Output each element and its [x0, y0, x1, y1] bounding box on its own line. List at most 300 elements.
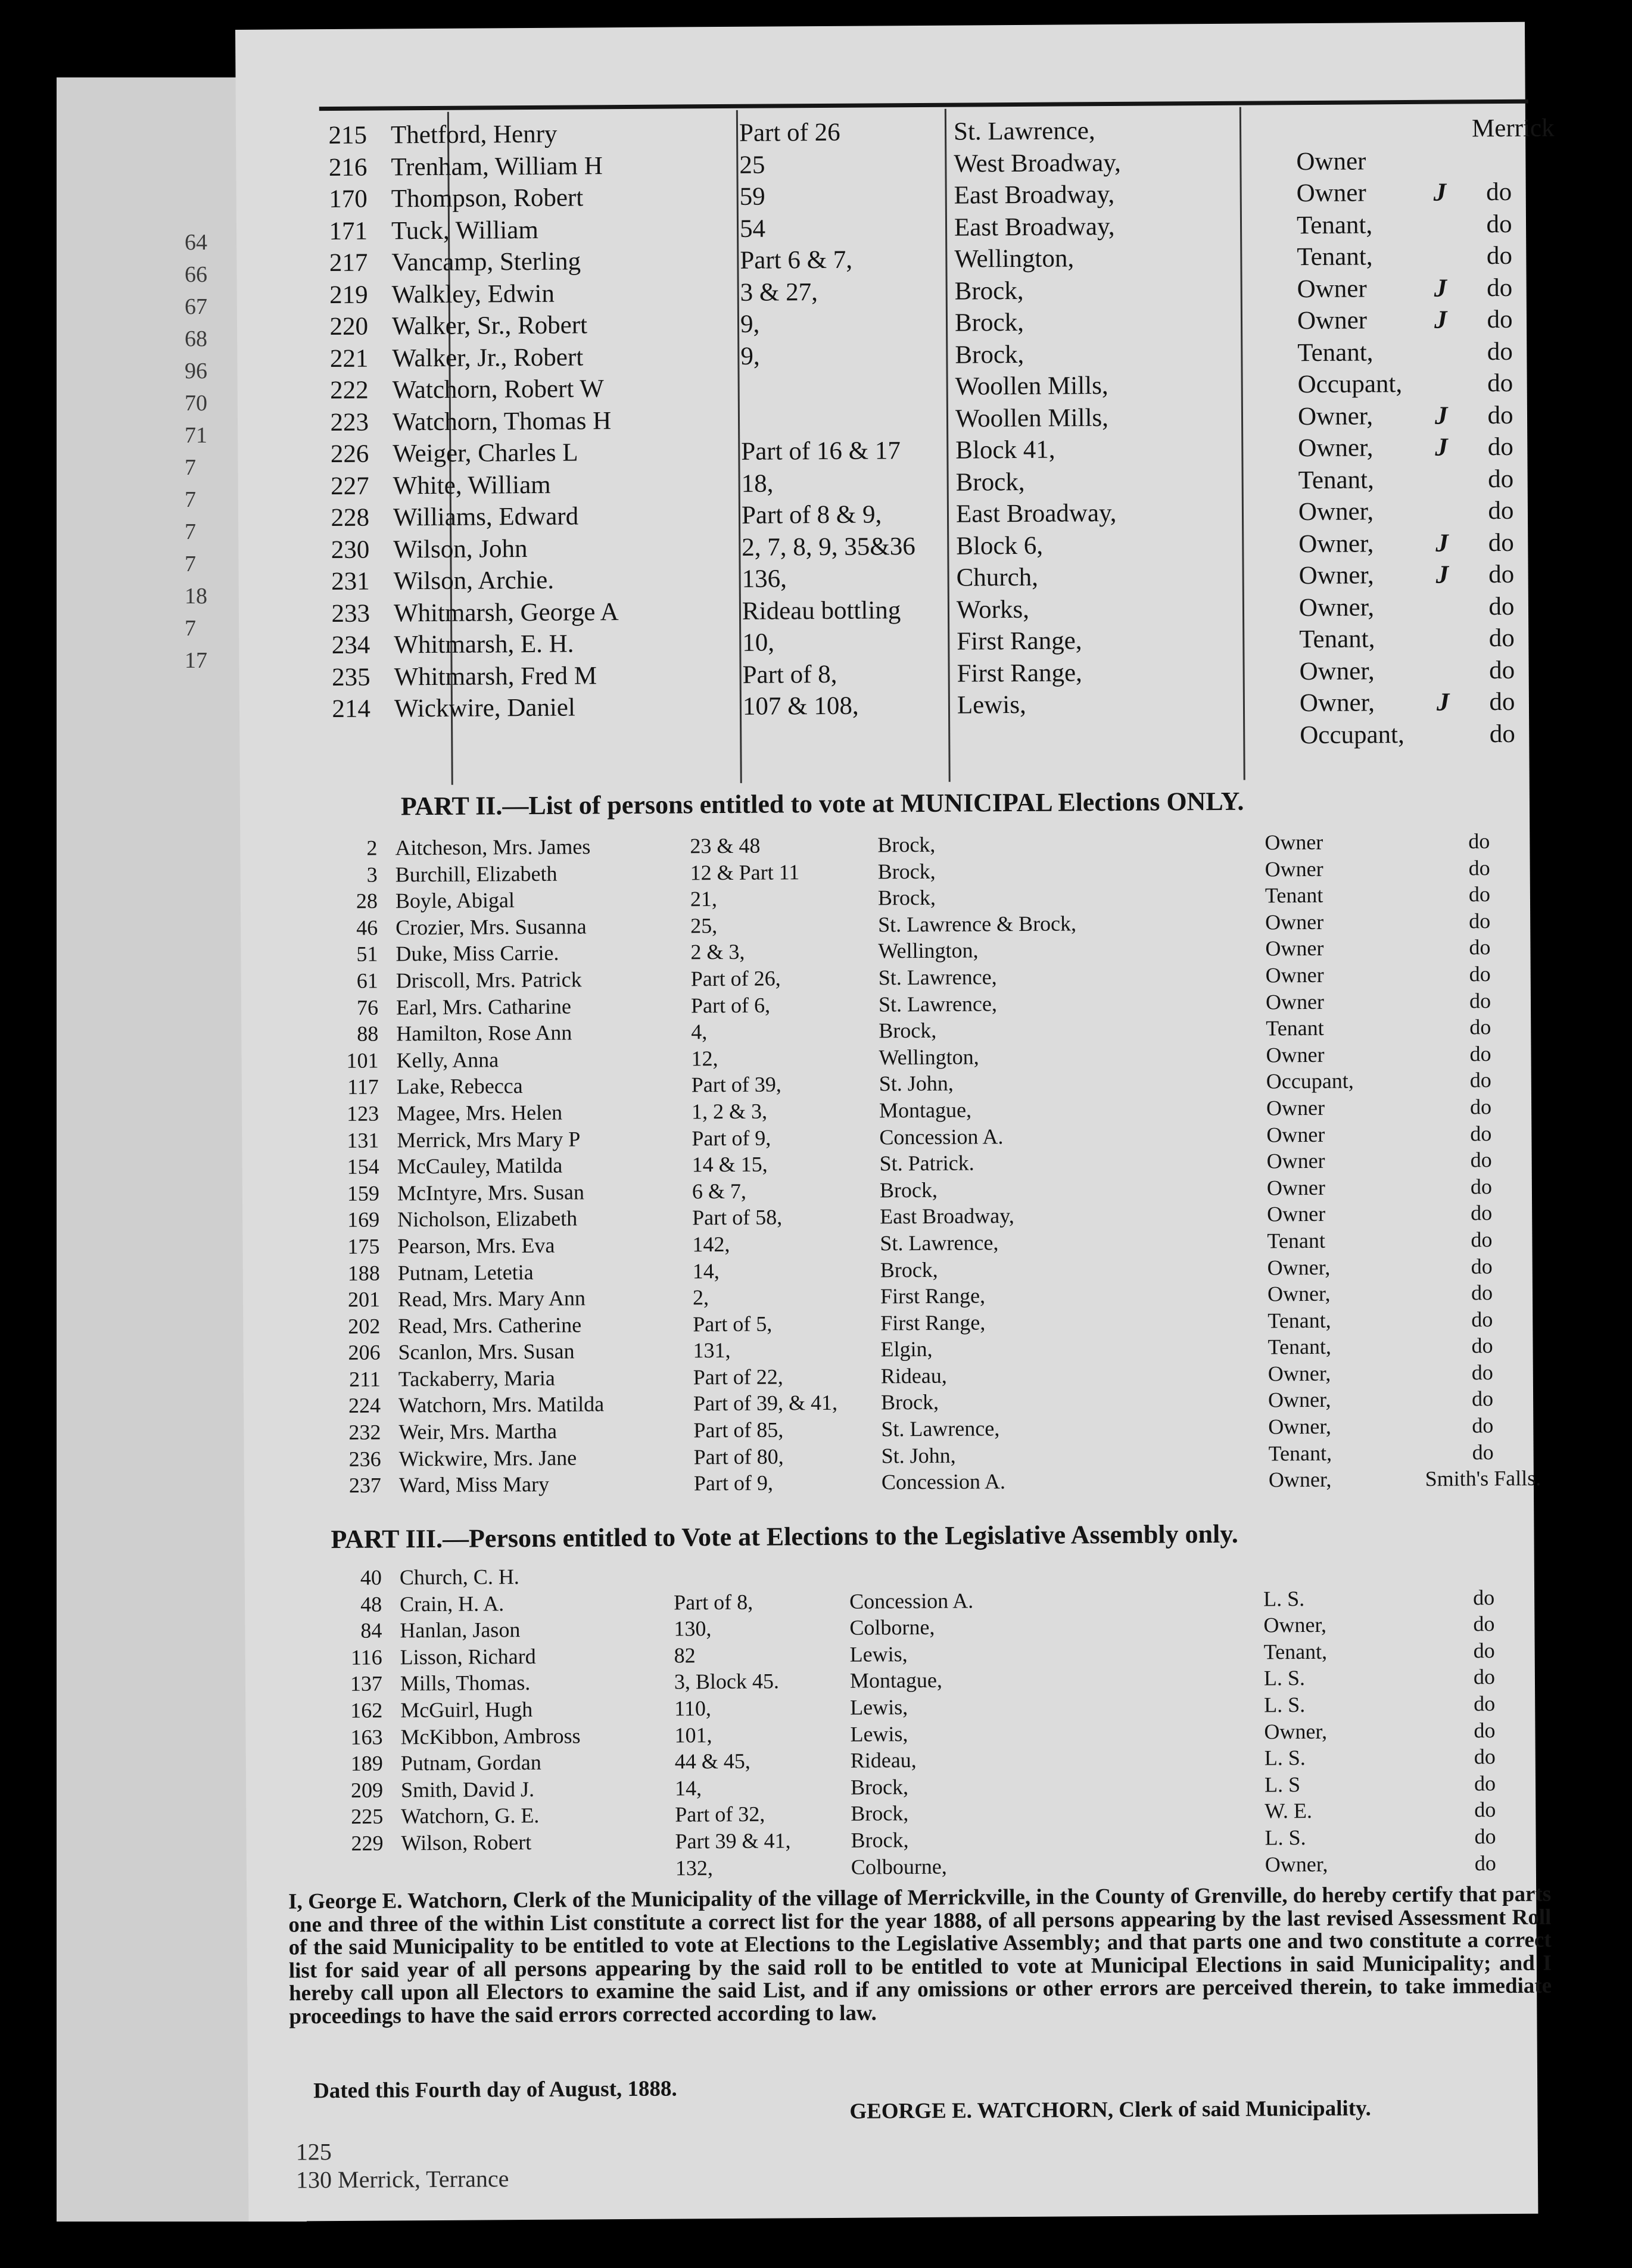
voter-number: 236: [348, 1447, 381, 1471]
street-name: Brock,: [880, 1390, 939, 1415]
ownership-status: L. S: [1264, 1772, 1301, 1797]
voter-name: Whitmarsh, George A: [393, 597, 619, 627]
residence: do: [1474, 1850, 1496, 1875]
voter-name: Lake, Rebecca: [396, 1074, 523, 1099]
voter-number: 2: [366, 836, 378, 860]
margin-fragment: 18: [185, 584, 207, 609]
margin-fragment: 7: [185, 487, 196, 512]
street-name: St. John,: [881, 1443, 956, 1468]
lot-number: 132,: [675, 1855, 713, 1880]
voter-number: 217: [329, 248, 368, 278]
residence: do: [1469, 988, 1491, 1012]
part1-table: [295, 111, 1555, 756]
lot-number: Part of 26,: [690, 966, 781, 991]
lot-number: 101,: [674, 1722, 712, 1747]
street-name: Church,: [956, 563, 1039, 592]
voter-number: 159: [347, 1181, 380, 1205]
voter-number: 88: [357, 1021, 379, 1046]
juror-mark: J: [1434, 306, 1447, 334]
margin-fragment: 96: [185, 359, 207, 384]
residence: do: [1474, 1718, 1496, 1742]
ownership-status: Owner: [1266, 1042, 1325, 1067]
voter-name: Putnam, Gordan: [400, 1750, 541, 1775]
residence: do: [1474, 1824, 1496, 1849]
lot-number: Part 6 & 7,: [740, 245, 853, 275]
street-name: East Broadway,: [954, 212, 1115, 242]
voter-number: 230: [331, 535, 370, 564]
ownership-status: Owner: [1267, 1202, 1326, 1226]
lot-number: 110,: [674, 1696, 712, 1721]
voter-number: 224: [348, 1394, 381, 1418]
voter-name: Watchorn, Thomas H: [392, 406, 612, 436]
ownership-status: Owner: [1266, 1095, 1325, 1120]
voter-number: 220: [329, 312, 369, 341]
ownership-status: Owner: [1265, 989, 1325, 1014]
lot-number: Part of 6,: [690, 993, 771, 1017]
ownership-status: Owner,: [1298, 561, 1374, 590]
voter-name: [394, 724, 734, 725]
ownership-status: Occupant,: [1300, 720, 1404, 749]
residence: do: [1471, 1228, 1493, 1252]
street-name: Brock,: [955, 468, 1025, 497]
voter-number: [299, 726, 370, 727]
street-name: Brock,: [851, 1828, 909, 1852]
lot-number: Part of 16 & 17: [741, 437, 901, 466]
residence: do: [1471, 1387, 1494, 1411]
lot-number: Part of 39, & 41,: [693, 1391, 838, 1416]
voter-number: 169: [347, 1207, 380, 1232]
street-name: First Range,: [957, 627, 1082, 656]
lot-number: 18,: [741, 469, 774, 498]
fold-line: 125: [295, 2138, 332, 2166]
ownership-status: [1296, 114, 1427, 115]
lot-number: Part of 58,: [692, 1205, 783, 1230]
residence: do: [1487, 432, 1513, 462]
lot-number: 12 & Part 11: [690, 859, 800, 884]
lot-number: [743, 722, 942, 724]
street-name: St. Lawrence & Brock,: [878, 911, 1077, 937]
ownership-status: Owner: [1265, 962, 1324, 987]
residence: do: [1471, 1201, 1493, 1225]
street-name: Brock,: [954, 308, 1024, 337]
voter-number: 216: [328, 153, 367, 182]
street-name: First Range,: [957, 658, 1082, 688]
margin-fragment: 68: [185, 326, 207, 351]
voter-number: 237: [348, 1473, 382, 1498]
ownership-status: L. S.: [1264, 1746, 1306, 1770]
lot-number: 142,: [692, 1232, 730, 1257]
voter-number: 28: [356, 889, 378, 913]
lot-number: 14,: [692, 1258, 720, 1283]
lot-number: 10,: [742, 628, 775, 657]
street-name: St. Lawrence,: [878, 991, 998, 1016]
street-name: Lewis,: [957, 690, 1026, 719]
voter-name: Wilson, Robert: [401, 1830, 532, 1855]
ownership-status: Owner: [1265, 909, 1324, 934]
residence: do: [1473, 1665, 1496, 1689]
residence: do: [1468, 855, 1490, 880]
residence: do: [1469, 1068, 1491, 1092]
voter-number: 61: [356, 968, 378, 993]
ownership-status: Tenant,: [1296, 210, 1373, 239]
lot-number: 14 & 15,: [692, 1152, 768, 1177]
voter-number: 51: [356, 942, 378, 967]
ownership-status: Occupant,: [1297, 370, 1403, 399]
lot-number: [741, 404, 940, 405]
residence: do: [1472, 1440, 1494, 1465]
residence: do: [1488, 592, 1515, 621]
voter-number: 3: [366, 862, 378, 887]
part3-table: [304, 1556, 1533, 1882]
ownership-status: Owner,: [1298, 497, 1374, 526]
residence: do: [1471, 1360, 1493, 1385]
lot-number: 82: [674, 1643, 696, 1668]
voter-number: 235: [331, 663, 370, 691]
ownership-status: Tenant,: [1268, 1441, 1332, 1466]
street-name: Block 41,: [955, 435, 1055, 465]
voter-name: Walker, Sr., Robert: [391, 311, 588, 341]
street-name: East Broadway,: [880, 1204, 1014, 1229]
residence: do: [1472, 1585, 1495, 1609]
street-name: Montague,: [879, 1098, 972, 1123]
street-name: Concession A.: [879, 1124, 1004, 1149]
street-name: Brock,: [879, 1177, 938, 1202]
ownership-status: Owner,: [1298, 529, 1374, 558]
voter-name: McIntyre, Mrs. Susan: [397, 1180, 585, 1205]
street-name: Brock,: [877, 832, 936, 857]
ownership-status: Owner,: [1265, 1852, 1328, 1877]
residence: Smith's Falls.: [1425, 1466, 1541, 1491]
voter-name: Boyle, Abigal: [395, 888, 515, 913]
lot-number: Part of 26: [739, 118, 840, 147]
voter-number: 226: [330, 440, 369, 469]
residence: do: [1489, 719, 1515, 748]
lot-number: 4,: [691, 1020, 708, 1044]
voter-number: 131: [347, 1128, 379, 1152]
residence: do: [1471, 1281, 1493, 1305]
lot-number: Part of 9,: [692, 1126, 771, 1150]
lot-number: Part of 39,: [691, 1072, 781, 1097]
lot-number: 9,: [740, 310, 760, 338]
ownership-status: Occupant,: [1266, 1068, 1354, 1094]
voter-name: Weiger, Charles L: [393, 438, 578, 468]
margin-fragment: 7: [185, 616, 196, 641]
residence: do: [1474, 1691, 1496, 1716]
street-name: East Broadway,: [954, 180, 1115, 210]
voter-number: 209: [350, 1778, 384, 1802]
voter-number: 223: [330, 408, 369, 437]
voter-name: Hanlan, Jason: [400, 1618, 521, 1643]
lot-number: 2, 7, 8, 9, 35&36: [742, 532, 915, 562]
residence: Merrick: [1471, 114, 1555, 143]
voter-name: Burchill, Elizabeth: [395, 861, 558, 886]
ownership-status: L. S.: [1264, 1693, 1306, 1717]
street-name: Concession A.: [849, 1588, 974, 1613]
street-name: Brock,: [877, 886, 936, 910]
voter-number: 222: [330, 376, 369, 405]
juror-mark: J: [1435, 433, 1448, 462]
voter-number: 234: [331, 631, 370, 660]
voter-number: 46: [356, 915, 378, 940]
street-name: Wellington,: [879, 1045, 979, 1070]
street-name: Block 6,: [956, 531, 1044, 560]
ownership-status: Tenant: [1267, 1228, 1326, 1253]
residence: do: [1469, 962, 1491, 986]
voter-number: 227: [331, 472, 369, 500]
residence: do: [1473, 1638, 1495, 1663]
voter-name: Kelly, Anna: [396, 1048, 499, 1073]
residence: do: [1486, 241, 1513, 270]
lot-number: Part of 8,: [742, 660, 837, 689]
voter-number: 219: [329, 281, 368, 309]
juror-mark: J: [1433, 178, 1447, 207]
street-name: Brock,: [954, 276, 1024, 306]
street-name: Montague,: [849, 1668, 943, 1693]
voter-name: Scanlon, Mrs. Susan: [398, 1339, 575, 1364]
lot-number: 130,: [674, 1616, 712, 1641]
voter-name: Mills, Thomas.: [400, 1671, 531, 1696]
voter-number: 101: [346, 1048, 379, 1073]
residence: do: [1470, 1148, 1492, 1172]
ownership-status: Owner,: [1267, 1281, 1331, 1306]
voter-number: 48: [360, 1592, 382, 1616]
voter-name: Church, C. H.: [399, 1565, 519, 1590]
voter-number: 202: [348, 1314, 381, 1338]
street-name: First Range,: [880, 1283, 986, 1309]
voter-number: 76: [356, 995, 379, 1020]
residence: do: [1474, 1771, 1496, 1796]
street-name: Elgin,: [880, 1337, 933, 1362]
street-name: West Broadway,: [954, 148, 1121, 178]
voter-name: Nicholson, Elizabeth: [397, 1206, 578, 1232]
voter-name: Wilson, John: [393, 534, 528, 563]
voter-name: Driscoll, Mrs. Patrick: [395, 967, 582, 993]
residence: do: [1471, 1334, 1493, 1358]
lot-number: 3 & 27,: [740, 278, 818, 307]
lot-number: 25,: [690, 913, 718, 938]
voter-number: 162: [350, 1698, 383, 1722]
residence: do: [1488, 560, 1515, 589]
residence: do: [1471, 1254, 1493, 1278]
street-name: Woollen Mills,: [955, 403, 1109, 433]
voter-name: Pearson, Mrs. Eva: [397, 1233, 555, 1258]
juror-mark: J: [1434, 274, 1447, 303]
lot-number: [741, 372, 940, 373]
margin-fragment: 7: [185, 519, 196, 544]
lot-number: 6 & 7,: [692, 1179, 747, 1204]
ownership-status: Owner: [1266, 1122, 1325, 1147]
lot-number: 107 & 108,: [742, 691, 859, 721]
street-name: Lewis,: [850, 1721, 908, 1746]
voter-number: 116: [350, 1645, 382, 1669]
ownership-status: Owner,: [1298, 593, 1375, 622]
residence: do: [1488, 528, 1514, 557]
document-page: [235, 22, 1555, 2222]
fold-fragment: [296, 2136, 509, 2194]
voter-name: Wickwire, Daniel: [394, 693, 576, 723]
lot-number: Part of 8 & 9,: [741, 500, 882, 529]
street-name: St. Lawrence,: [880, 1230, 999, 1256]
voter-number: 175: [347, 1234, 380, 1258]
voter-name: McKibbon, Ambross: [400, 1724, 581, 1749]
voter-name: Trenham, William H: [391, 151, 603, 181]
voter-name: Watchorn, Mrs. Matilda: [398, 1392, 605, 1418]
certificate-text: I, George E. Watchorn, Clerk of the Municipality of the village of Merrickville, in the County of Grenville, do hereby certify that parts one and three of the within List constitute a correct list for the year 1888, of all persons appearing by the last revised Assessment Roll of the said Municipality to be entitled to vote at Elections to the Legislative Assembly; and that parts one and two constitute a correct list for said year of all persons appearing by the said roll to be entitled to vote at Municipal Elections in said Municipality; and I hereby call upon all Electors to examine the said List, and if any omissions or other errors are perceived therein, to take immediate proceedings to have the said errors corrected according to law.: [288, 1881, 1552, 2029]
juror-mark: J: [1436, 688, 1450, 716]
street-name: St. John,: [879, 1071, 954, 1096]
street-name: Wellington,: [878, 938, 979, 963]
residence: do: [1469, 908, 1491, 933]
street-name: Brock,: [955, 340, 1024, 369]
ownership-status: Tenant,: [1297, 338, 1374, 367]
voter-number: 231: [331, 567, 370, 596]
residence: do: [1474, 1744, 1496, 1769]
voter-name: Williams, Edward: [393, 502, 579, 532]
voter-name: Earl, Mrs. Catharine: [395, 994, 572, 1019]
residence: do: [1469, 1015, 1491, 1039]
voter-name: Read, Mrs. Mary Ann: [397, 1286, 586, 1311]
voter-name: Merrick, Mrs Mary P: [397, 1127, 581, 1152]
residence: [1472, 145, 1525, 146]
voter-name: Whitmarsh, Fred M: [394, 661, 597, 691]
residence: [1424, 1558, 1543, 1559]
juror-mark: J: [1435, 529, 1449, 557]
street-name: [849, 1560, 1183, 1562]
ownership-status: L. S.: [1263, 1666, 1306, 1690]
voter-name: Thetford, Henry: [390, 120, 558, 149]
voter-number: 215: [328, 121, 367, 150]
street-name: Colborne,: [849, 1615, 935, 1640]
voter-name: Aitcheson, Mrs. James: [395, 834, 591, 860]
ownership-status: Owner: [1265, 936, 1324, 961]
ownership-status: Owner,: [1297, 401, 1374, 431]
voter-number: 84: [360, 1618, 382, 1643]
street-name: [957, 721, 1261, 722]
margin-fragment: 66: [185, 262, 207, 287]
voter-number: [306, 1857, 384, 1858]
ownership-status: W. E.: [1265, 1799, 1313, 1823]
voter-number: 206: [348, 1340, 381, 1365]
voter-number: 188: [347, 1261, 380, 1285]
voter-number: 189: [350, 1751, 383, 1776]
voter-name: Tackaberry, Maria: [398, 1366, 555, 1391]
street-name: Lewis,: [849, 1641, 908, 1666]
voter-number: 221: [329, 344, 369, 373]
street-name: St. Lawrence,: [878, 965, 997, 990]
ownership-status: Tenant: [1266, 1016, 1324, 1040]
voter-name: McGuirl, Hugh: [400, 1697, 533, 1722]
voter-name: Duke, Miss Carrie.: [395, 941, 559, 966]
juror-mark: J: [1434, 401, 1448, 430]
ownership-status: Owner,: [1264, 1719, 1328, 1744]
voter-number: 228: [331, 503, 370, 532]
residence: do: [1468, 829, 1490, 853]
street-name: Brock,: [880, 1257, 938, 1282]
voter-name: White, William: [393, 471, 551, 500]
ownership-status: Owner,: [1267, 1361, 1331, 1386]
voter-number: 170: [329, 185, 367, 214]
lot-number: 1, 2 & 3,: [691, 1099, 768, 1124]
ownership-status: Owner: [1265, 856, 1323, 881]
top-rule: [319, 99, 1528, 111]
residence: do: [1473, 1612, 1495, 1636]
lot-number: Rideau bottling: [742, 596, 901, 625]
residence: do: [1487, 305, 1513, 334]
table-row: [299, 716, 1526, 756]
voter-name: Crain, H. A.: [400, 1591, 504, 1616]
street-name: Rideau,: [850, 1748, 917, 1772]
lot-number: Part of 22,: [693, 1364, 783, 1390]
residence: do: [1471, 1307, 1493, 1332]
margin-fragment: 70: [185, 391, 207, 416]
lot-number: 3, Block 45.: [674, 1669, 780, 1694]
margin-fragment: 67: [185, 294, 207, 319]
ownership-status: Tenant,: [1267, 1308, 1331, 1333]
street-name: Brock,: [879, 1018, 937, 1043]
lot-number: 23 & 48: [690, 833, 761, 858]
lot-number: 25: [739, 151, 765, 179]
voter-name: Putnam, Letetia: [397, 1260, 534, 1285]
voter-name: McCauley, Matilda: [397, 1153, 563, 1179]
residence: do: [1470, 1174, 1493, 1199]
street-name: St. Lawrence,: [881, 1416, 1000, 1441]
residence: do: [1488, 496, 1514, 525]
part2-table: [300, 826, 1541, 1498]
residence: do: [1489, 687, 1515, 716]
voter-number: 214: [332, 694, 371, 724]
margin-fragment: 7: [185, 552, 196, 577]
lot-number: Part of 9,: [693, 1471, 774, 1496]
voter-name: Thompson, Robert: [391, 183, 584, 213]
voter-number: 211: [349, 1367, 381, 1391]
ownership-status: Owner,: [1263, 1613, 1327, 1637]
residence: do: [1469, 1041, 1491, 1066]
lot-number: 54: [739, 214, 766, 243]
ownership-status: Owner,: [1267, 1255, 1331, 1279]
lot-number: 12,: [691, 1046, 718, 1071]
street-name: Wellington,: [954, 244, 1074, 273]
voter-number: 229: [351, 1831, 384, 1855]
dated-line: Dated this Fourth day of August, 1888.: [313, 2076, 677, 2104]
street-name: Rideau,: [880, 1363, 947, 1388]
voter-number: 137: [350, 1671, 383, 1696]
street-name: Works,: [956, 595, 1030, 624]
lot-number: 21,: [690, 887, 718, 911]
voter-name: Magee, Mrs. Helen: [396, 1100, 563, 1126]
lot-number: 59: [739, 182, 765, 211]
street-name: First Range,: [880, 1310, 986, 1335]
voter-number: 233: [331, 599, 370, 628]
lot-number: 9,: [740, 342, 760, 370]
voter-name: Weir, Mrs. Martha: [398, 1419, 558, 1444]
lot-number: 2 & 3,: [690, 940, 745, 964]
ownership-status: Owner,: [1268, 1468, 1332, 1492]
residence: do: [1468, 882, 1491, 906]
voter-name: Hamilton, Rose Ann: [396, 1020, 572, 1046]
voter-number: 123: [346, 1101, 379, 1126]
juror-mark: J: [1435, 560, 1449, 589]
residence: do: [1486, 210, 1512, 238]
voter-name: Watchorn, Robert W: [392, 375, 605, 404]
residence: do: [1488, 465, 1514, 493]
residence: do: [1470, 1121, 1492, 1145]
voter-name: Wickwire, Mrs. Jane: [398, 1445, 577, 1471]
voter-name: Whitmarsh, E. H.: [394, 630, 574, 659]
residence: do: [1487, 401, 1513, 429]
ownership-status: Tenant,: [1263, 1639, 1328, 1664]
residence: do: [1486, 177, 1512, 207]
lot-number: Part of 85,: [693, 1418, 784, 1443]
